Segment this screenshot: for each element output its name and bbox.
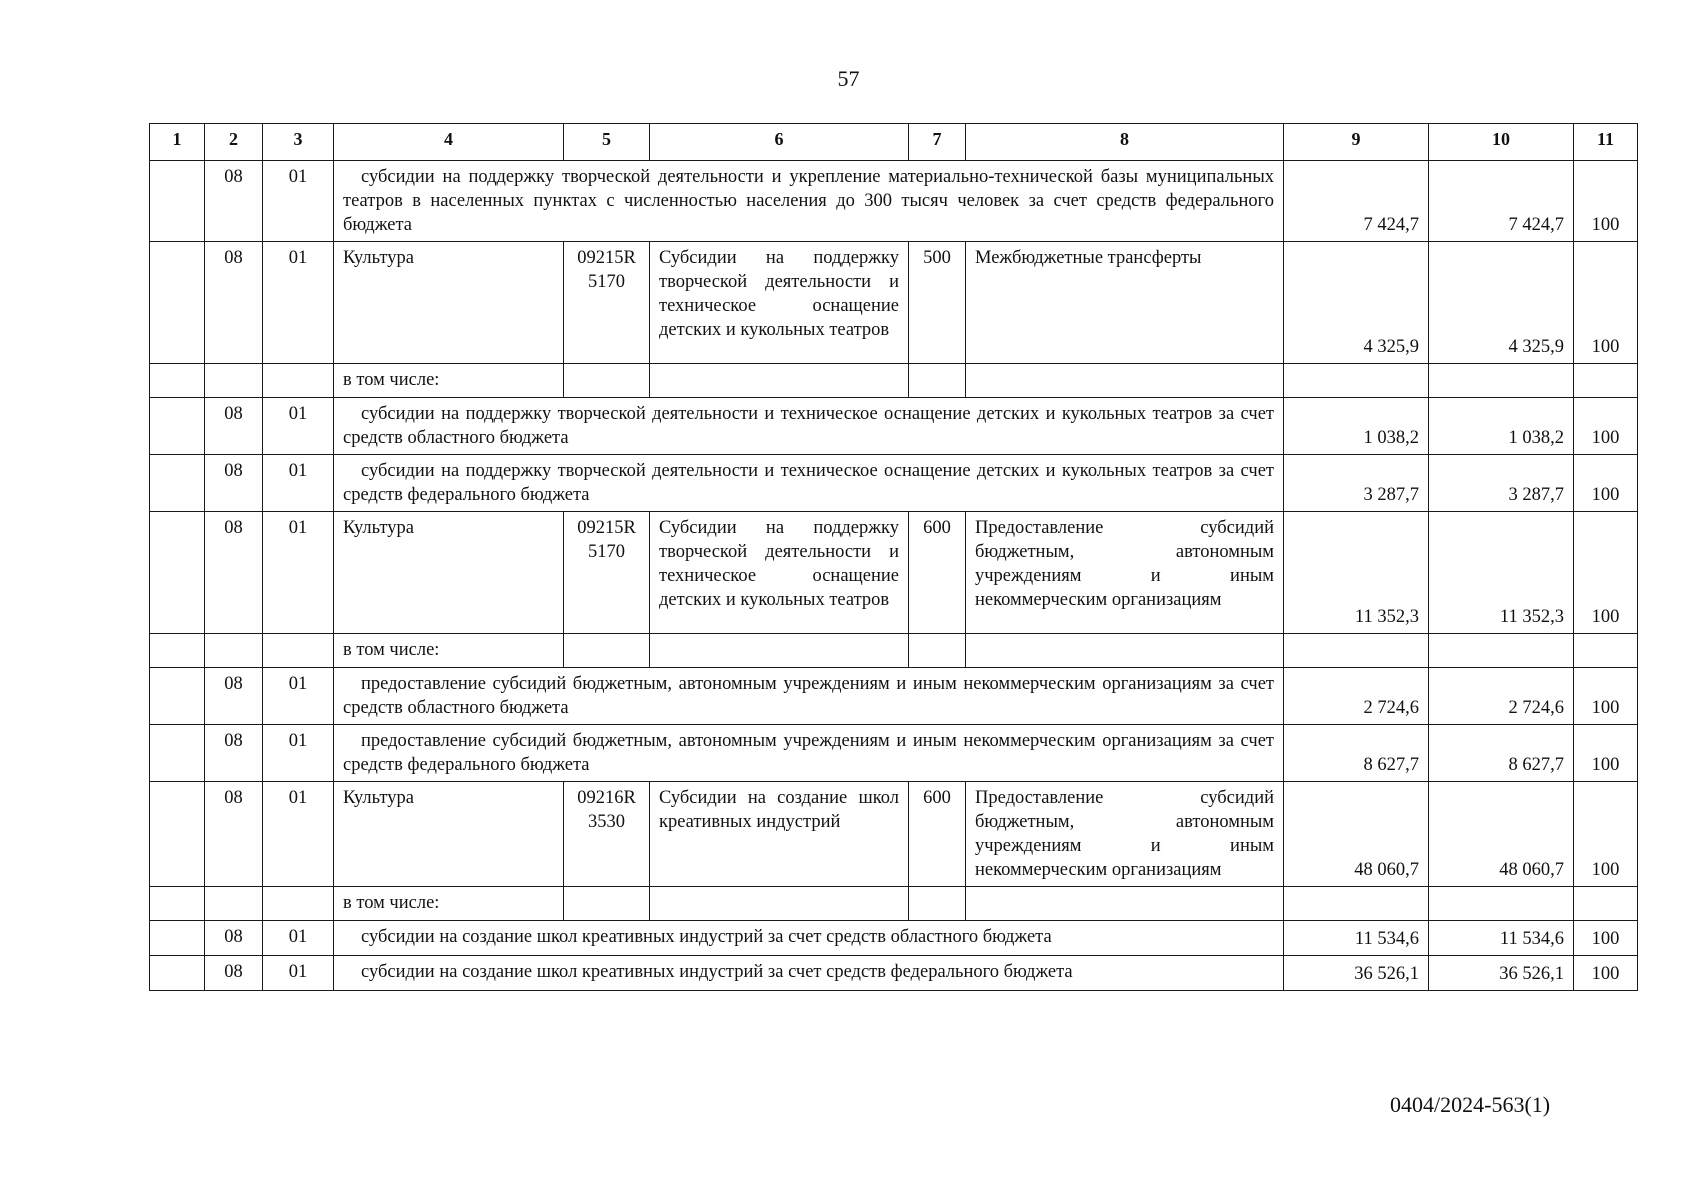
header-col-1: 1 [150,124,205,161]
cell-including-note: в том числе: [334,887,564,921]
budget-table [149,123,1638,991]
cell-percent: 100 [1574,242,1638,364]
table-row [150,161,1638,242]
cell-target-name [650,364,909,398]
cell-subsection: 01 [263,242,334,364]
cell-description: предоставление субсидий бюджетным, автономным учреждениям и иным некоммерческим организациям за счет средств федерального бюджета [334,725,1284,782]
table-row [150,364,1638,398]
cell-section: 08 [205,161,263,242]
cell-col-1 [150,512,205,634]
cell-target-code [564,242,650,364]
cell-subsection: 01 [263,956,334,991]
cell-percent: 100 [1574,725,1638,782]
cell-expense-name: Предоставление субсидий бюджетным, автономным учреждениям и иным некоммерческим организациям [966,782,1284,887]
table-row [150,455,1638,512]
cell-col-1 [150,455,205,512]
cell-amount-plan: 48 060,7 [1284,782,1429,887]
cell-col-1 [150,887,205,921]
table-header [150,124,1638,161]
cell-percent: 100 [1574,161,1638,242]
cell-subsection [263,887,334,921]
cell-target-name [650,634,909,668]
header-col-5: 5 [564,124,650,161]
cell-section: 08 [205,921,263,956]
header-row [150,124,1638,161]
header-col-11: 11 [1574,124,1638,161]
cell-subsection: 01 [263,668,334,725]
cell-expense-code [909,887,966,921]
cell-amount-fact: 11 352,3 [1429,512,1574,634]
cell-expense-name: Предоставление субсидий бюджетным, автономным учреждениям и иным некоммерческим организациям [966,512,1284,634]
table-row [150,242,1638,364]
cell-expense-name [966,364,1284,398]
cell-amount-plan: 11 352,3 [1284,512,1429,634]
cell-amount-plan: 7 424,7 [1284,161,1429,242]
cell-target-name: Субсидии на поддержку творческой деятельности и техническое оснащение детских и кукольных театров [650,242,909,364]
header-col-8: 8 [966,124,1284,161]
cell-expense-code: 600 [909,782,966,887]
document-registration-code: 0404/2024-563(1) [1390,1092,1551,1117]
table-row [150,512,1638,634]
cell-description: субсидии на поддержку творческой деятельности и техническое оснащение детских и кукольных театров за счет средств федерального бюджета [334,455,1284,512]
cell-section [205,364,263,398]
cell-description: субсидии на поддержку творческой деятельности и техническое оснащение детских и кукольных театров за счет средств областного бюджета [334,398,1284,455]
cell-amount-fact: 11 534,6 [1429,921,1574,956]
cell-expense-code: 500 [909,242,966,364]
table-row [150,782,1638,887]
header-col-2: 2 [205,124,263,161]
target-code-part-1: 09216R [577,788,636,808]
header-col-3: 3 [263,124,334,161]
cell-target-code [564,887,650,921]
cell-col-1 [150,668,205,725]
cell-col-1 [150,956,205,991]
cell-section: 08 [205,725,263,782]
cell-section: 08 [205,668,263,725]
cell-description: субсидии на создание школ креативных индустрий за счет средств областного бюджета [334,921,1284,956]
cell-including-note: в том числе: [334,364,564,398]
cell-amount-plan: 1 038,2 [1284,398,1429,455]
cell-description: предоставление субсидий бюджетным, автономным учреждениям и иным некоммерческим организациям за счет средств областного бюджета [334,668,1284,725]
cell-percent [1574,887,1638,921]
cell-percent: 100 [1574,512,1638,634]
header-col-7: 7 [909,124,966,161]
cell-subsection: 01 [263,725,334,782]
cell-percent [1574,634,1638,668]
table-row [150,668,1638,725]
cell-section: 08 [205,782,263,887]
cell-description: субсидии на создание школ креативных индустрий за счет средств федерального бюджета [334,956,1284,991]
cell-col-1 [150,364,205,398]
cell-expense-name [966,887,1284,921]
cell-col-1 [150,782,205,887]
target-code-part-1: 09215R [577,518,636,538]
cell-expense-code [909,364,966,398]
table-row [150,887,1638,921]
cell-col-1 [150,634,205,668]
table-row [150,921,1638,956]
cell-section: 08 [205,398,263,455]
cell-target-code [564,634,650,668]
header-col-10: 10 [1429,124,1574,161]
target-code-part-2: 5170 [588,272,625,292]
table-body [150,161,1638,991]
page-number: 57 [837,66,860,91]
table-row [150,956,1638,991]
cell-percent: 100 [1574,455,1638,512]
header-col-9: 9 [1284,124,1429,161]
cell-col-1 [150,242,205,364]
cell-subsection: 01 [263,921,334,956]
cell-col-1 [150,161,205,242]
cell-section [205,887,263,921]
cell-amount-fact: 1 038,2 [1429,398,1574,455]
cell-percent: 100 [1574,782,1638,887]
cell-description: субсидии на поддержку творческой деятельности и укрепление материально-технической базы муниципальных театров в населенных пунктах с численностью населения до 300 тысяч человек за счет средств федерального бюджета [334,161,1284,242]
cell-section: 08 [205,512,263,634]
cell-target-name: Субсидии на создание школ креативных индустрий [650,782,909,887]
cell-target-code [564,782,650,887]
cell-target-code [564,512,650,634]
cell-category: Культура [334,242,564,364]
cell-amount-plan: 36 526,1 [1284,956,1429,991]
cell-amount-fact [1429,887,1574,921]
cell-amount-fact: 36 526,1 [1429,956,1574,991]
cell-amount-fact: 48 060,7 [1429,782,1574,887]
cell-target-code [564,364,650,398]
cell-expense-name [966,634,1284,668]
cell-amount-plan: 4 325,9 [1284,242,1429,364]
cell-amount-fact [1429,364,1574,398]
cell-amount-plan [1284,634,1429,668]
cell-amount-fact [1429,634,1574,668]
cell-percent: 100 [1574,668,1638,725]
cell-expense-code [909,634,966,668]
cell-percent: 100 [1574,921,1638,956]
target-code-part-2: 5170 [588,542,625,562]
cell-amount-plan [1284,364,1429,398]
cell-col-1 [150,921,205,956]
target-code-part-1: 09215R [577,248,636,268]
cell-section: 08 [205,242,263,364]
table-row [150,634,1638,668]
cell-target-name [650,887,909,921]
target-code-part-2: 3530 [588,812,625,832]
cell-amount-fact: 4 325,9 [1429,242,1574,364]
header-col-6: 6 [650,124,909,161]
cell-section: 08 [205,455,263,512]
cell-subsection: 01 [263,782,334,887]
table-row [150,398,1638,455]
cell-percent: 100 [1574,956,1638,991]
cell-subsection: 01 [263,398,334,455]
cell-amount-fact: 7 424,7 [1429,161,1574,242]
cell-amount-fact: 2 724,6 [1429,668,1574,725]
cell-subsection: 01 [263,161,334,242]
cell-amount-fact: 3 287,7 [1429,455,1574,512]
cell-subsection [263,634,334,668]
table-row [150,725,1638,782]
cell-col-1 [150,398,205,455]
cell-category: Культура [334,782,564,887]
cell-expense-name: Межбюджетные трансферты [966,242,1284,364]
cell-section: 08 [205,956,263,991]
cell-amount-plan: 8 627,7 [1284,725,1429,782]
cell-expense-code: 600 [909,512,966,634]
cell-subsection [263,364,334,398]
cell-category: Культура [334,512,564,634]
cell-section [205,634,263,668]
cell-percent [1574,364,1638,398]
cell-amount-plan: 2 724,6 [1284,668,1429,725]
cell-amount-plan: 3 287,7 [1284,455,1429,512]
cell-subsection: 01 [263,512,334,634]
cell-amount-fact: 8 627,7 [1429,725,1574,782]
cell-subsection: 01 [263,455,334,512]
cell-col-1 [150,725,205,782]
cell-amount-plan: 11 534,6 [1284,921,1429,956]
cell-percent: 100 [1574,398,1638,455]
cell-including-note: в том числе: [334,634,564,668]
cell-target-name: Субсидии на поддержку творческой деятельности и техническое оснащение детских и кукольных театров [650,512,909,634]
cell-amount-plan [1284,887,1429,921]
header-col-4: 4 [334,124,564,161]
